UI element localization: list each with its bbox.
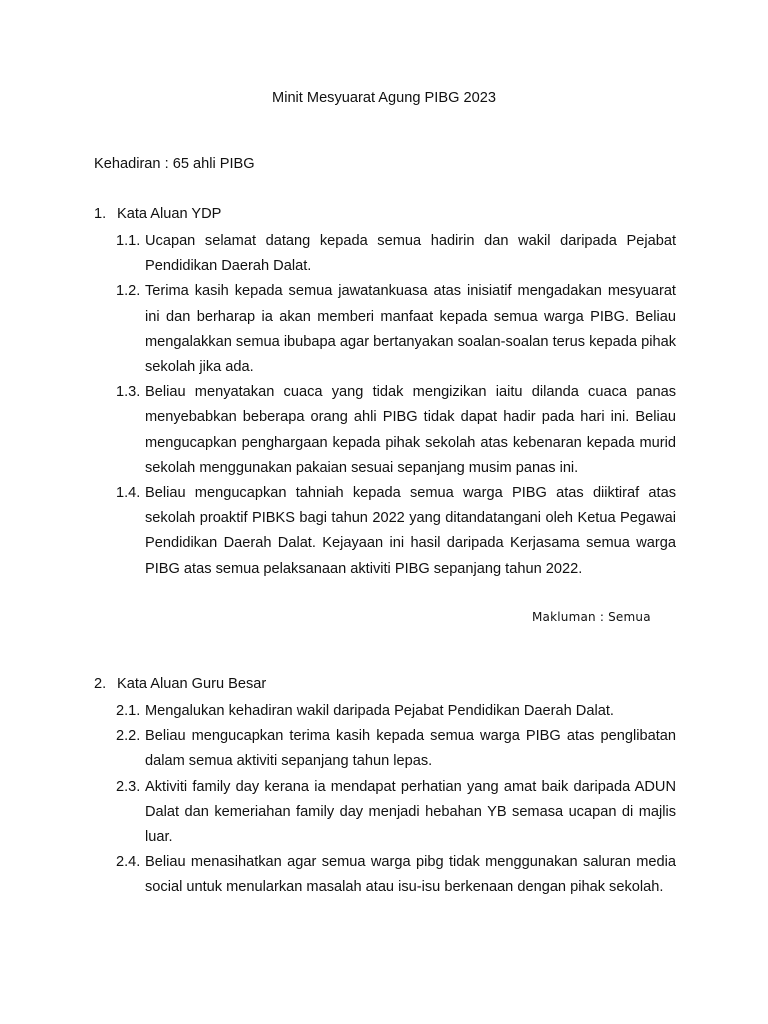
- list-item: [116, 699, 676, 724]
- item-text: Aktiviti family day kerana ia mendapat perhatian yang amat baik daripada ADUN Dalat dan kemeriahan family day menjadi hebahan YB semasa ucapan di majlis luar.: [145, 778, 676, 846]
- item-number: 2.4.: [116, 854, 141, 871]
- list-item: [116, 850, 676, 900]
- item-number: 2.1.: [116, 703, 141, 719]
- item-text: Ucapan selamat datang kepada semua hadirin dan wakil daripada Pejabat Pendidikan Daerah Dalat.: [145, 233, 676, 275]
- item-text: Terima kasih kepada semua jawatankuasa atas inisiatif mengadakan mesyuarat ini dan berharap ia akan memberi manfaat kepada semua warga PIBG. Beliau mengalakkan semua ibubapa agar bertanyakan soalan-soalan terus kepada pihak sekolah jika ada.: [145, 283, 676, 376]
- item-text: Beliau mengucapkan tahniah kepada semua warga PIBG atas diiktiraf atas sekolah proaktif PIBKS bagi tahun 2022 yang ditandatangani oleh Ketua Pegawai Pendidikan Daerah Dalat. Kejayaan ini hasil daripada Kerjasama semua warga PIBG atas semua pelaksanaan aktiviti PIBG sepanjang tahun 2022.: [145, 485, 676, 577]
- item-text: Beliau menasihatkan agar semua warga pibg tidak menggunakan saluran media social untuk menularkan masalah atau isu-isu berkenaan dengan pihak sekolah.: [145, 854, 676, 896]
- list-item: [116, 724, 676, 774]
- section-title: Kata Aluan YDP: [117, 206, 222, 222]
- attendance-line: Kehadiran : 65 ahli PIBG: [94, 156, 255, 172]
- section-items: [94, 699, 676, 901]
- item-number: 1.1.: [116, 233, 141, 249]
- item-number: 2.2.: [116, 728, 141, 745]
- list-item: [116, 380, 676, 481]
- list-item: [116, 481, 676, 582]
- list-item: [116, 229, 676, 279]
- item-number: 1.4.: [116, 485, 141, 502]
- item-text: Beliau menyatakan cuaca yang tidak mengizikan iaitu dilanda cuaca panas menyebabkan beberapa orang ahli PIBG tidak dapat hadir pada hari ini. Beliau mengucapkan penghargaan kepada pihak sekolah atas kebenaran kepada murid sekolah menggunakan pakaian sesuai sepanjang musim panas ini.: [145, 384, 676, 476]
- section-heading: [94, 204, 676, 224]
- item-number: 2.3.: [116, 778, 141, 795]
- list-item: [116, 775, 676, 851]
- item-text: Beliau mengucapkan terima kasih kepada semua warga PIBG atas penglibatan dalam semua aktiviti sepanjang tahun lepas.: [145, 728, 676, 770]
- section-items: [94, 229, 676, 582]
- section-kata-aluan-ydp: [94, 204, 676, 582]
- item-number: 1.3.: [116, 384, 141, 401]
- list-item: [116, 279, 676, 380]
- section-kata-aluan-guru-besar: [94, 674, 676, 901]
- makluman-note: Makluman : Semua: [532, 610, 651, 624]
- section-number: 1.: [94, 206, 107, 222]
- document-title: Minit Mesyuarat Agung PIBG 2023: [272, 90, 496, 106]
- section-title: Kata Aluan Guru Besar: [117, 676, 267, 692]
- section-heading: [94, 674, 676, 694]
- item-number: 1.2.: [116, 283, 141, 300]
- section-number: 2.: [94, 676, 107, 692]
- item-text: Mengalukan kehadiran wakil daripada Pejabat Pendidikan Daerah Dalat.: [145, 703, 614, 719]
